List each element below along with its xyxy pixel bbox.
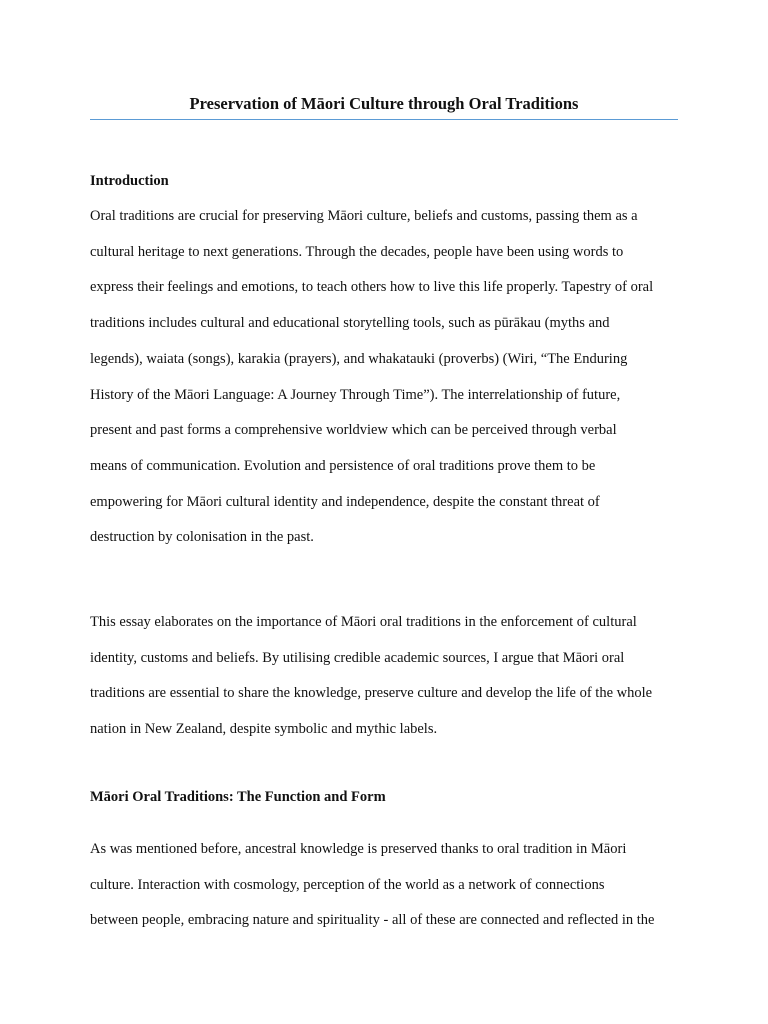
title-underline bbox=[90, 119, 678, 120]
text-line: present and past forms a comprehensive worldview which can be perceived through verbal bbox=[90, 422, 617, 439]
text-line: History of the Māori Language: A Journey Through Time”). The interrelationship of future, bbox=[90, 386, 621, 403]
text-line: traditions includes cultural and educational storytelling tools, such as pūrākau (myths and bbox=[90, 315, 610, 332]
paragraph-function-1 bbox=[90, 832, 680, 939]
text-line: This essay elaborates on the importance of Māori oral traditions in the enforcement of cultural bbox=[90, 614, 637, 630]
text-line: means of communication. Evolution and persistence of oral traditions prove them to be bbox=[90, 457, 596, 474]
text-line: legends), waiata (songs), karakia (prayers), and whakatauki (proverbs) (Wiri, “The Enduring bbox=[90, 350, 628, 367]
text-line: between people, embracing nature and spirituality - all of these are connected and reflected in the bbox=[90, 912, 655, 929]
text-line: Oral traditions are crucial for preserving Māori culture, beliefs and customs, passing them as a bbox=[90, 208, 638, 224]
text-line: As was mentioned before, ancestral knowledge is preserved thanks to oral tradition in Māori bbox=[90, 841, 627, 857]
text-line: express their feelings and emotions, to teach others how to live this life properly. Tapestry of oral bbox=[90, 279, 654, 296]
section-heading-function-form: Māori Oral Traditions: The Function and Form bbox=[90, 789, 386, 805]
text-line: identity, customs and beliefs. By utilising credible academic sources, I argue that Māori oral bbox=[90, 649, 625, 666]
text-line: cultural heritage to next generations. Through the decades, people have been using words to bbox=[90, 243, 624, 260]
paragraph-intro-2 bbox=[90, 605, 680, 748]
text-line: empowering for Māori cultural identity and independence, despite the constant threat of bbox=[90, 493, 600, 510]
document-title: Preservation of Māori Culture through Oral Traditions bbox=[189, 94, 579, 113]
section-heading-introduction: Introduction bbox=[90, 173, 169, 189]
text-line: nation in New Zealand, despite symbolic and mythic labels. bbox=[90, 721, 438, 738]
text-line: culture. Interaction with cosmology, perception of the world as a network of connections bbox=[90, 876, 605, 893]
text-line: destruction by colonisation in the past. bbox=[90, 529, 314, 546]
paragraph-intro-1 bbox=[90, 199, 680, 556]
text-line: traditions are essential to share the knowledge, preserve culture and develop the life of the whole bbox=[90, 685, 653, 702]
